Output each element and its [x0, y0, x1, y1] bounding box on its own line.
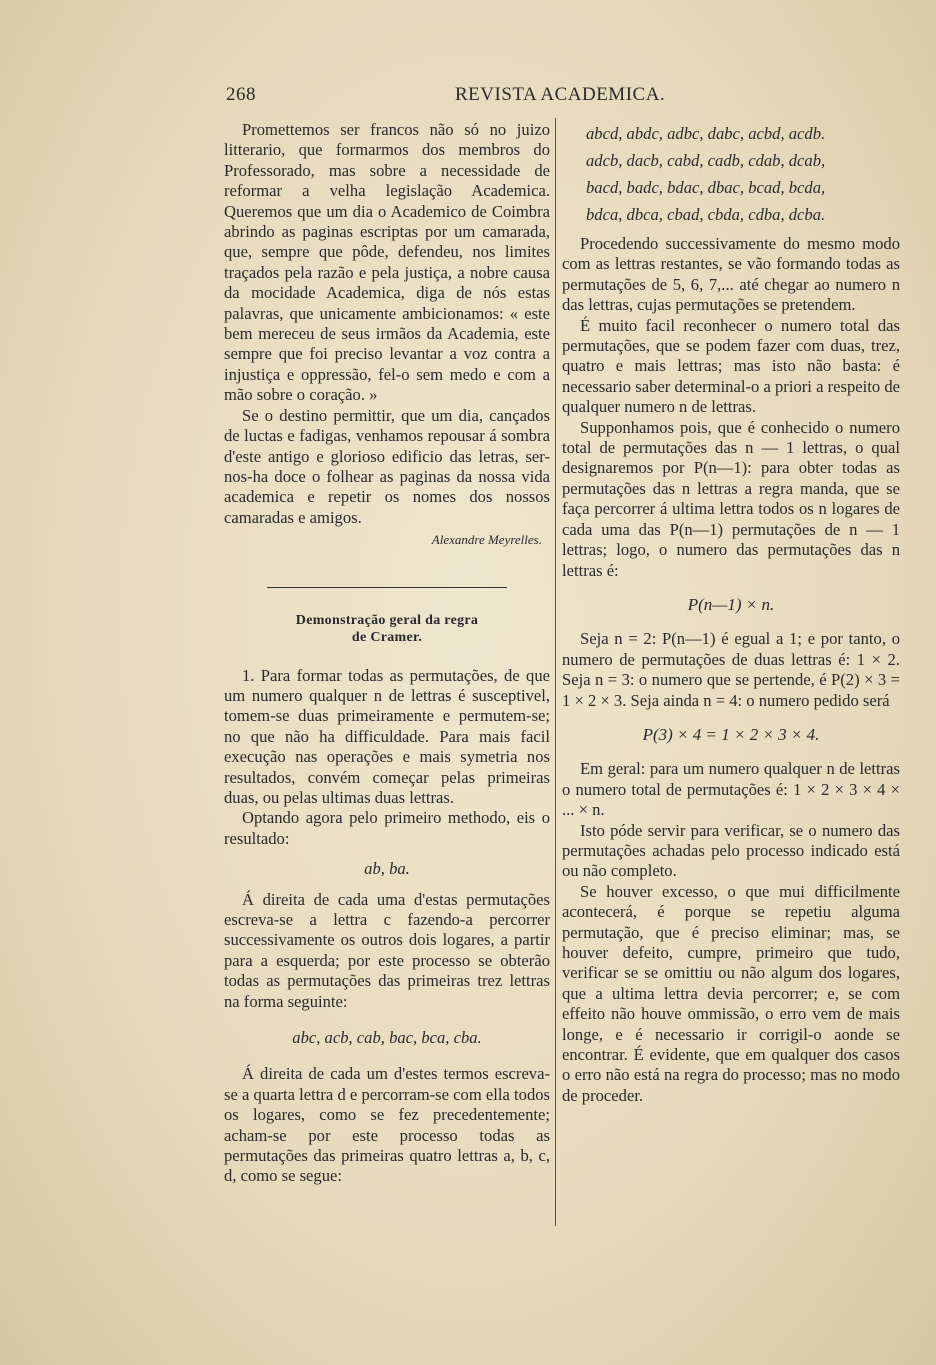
paragraph: Promettemos ser francos não só no juizo litterario, que formarmos dos membros do Professorado, mas sobre a necessidade de reformar a velha legislação Academica. Queremos que um dia o Academico de Coimbra abrindo as paginas escriptas por um camarada, que, sempre que pôde, defendeu, nos limites traçados pela razão e pela justiça, a nobre causa da mocidade Academica, diga de nós estas palavras, que unicamente ambicionamos: « este bem mereceu de seus irmãos da Academia, este sempre que foi preciso levantar a voz contra a injustiça e oppressão, fel-o sem medo e com a mão sobre o coração. » [224, 120, 550, 405]
permutation-line: abc, acb, cab, bac, bca, cba. [292, 1028, 482, 1048]
paragraph: Optando agora pelo primeiro methodo, eis o resultado: [224, 808, 550, 848]
running-header [226, 84, 906, 110]
left-column [224, 120, 550, 1187]
paragraph: Procedendo successivamente do mesmo modo com as lettras restantes, se vão formando todas as permutações de 5, 6, 7,... até chegar ao numero n das lettras, cujas permutações se pretendem. [562, 234, 900, 315]
section-divider [267, 587, 507, 588]
column-divider [555, 118, 556, 1226]
permutation-table [562, 120, 900, 228]
permutation-line: abcd, abdc, adbc, dabc, acbd, acdb. [586, 124, 826, 143]
signature: Alexandre Meyrelles. [431, 532, 542, 548]
formula: P(n—1) × n. [687, 594, 775, 614]
right-column [562, 120, 900, 1106]
paragraph: Se o destino permittir, que um dia, cançados de luctas e fadigas, venhamos repousar á sombra d'este antigo e glorioso edificio das letras, ser-nos-ha doce o folhear as paginas da nossa vida academica e repetir os nomes dos nossos camaradas e amigos. [224, 405, 550, 527]
section-title-line: Demonstração geral da regra [295, 612, 479, 628]
permutation-line: adcb, dacb, cabd, cadb, cdab, dcab, [586, 151, 826, 170]
permutation-line: bacd, badc, bdac, dbac, bcad, bcda, [586, 178, 826, 197]
journal-title: REVISTA ACADEMICA. [455, 84, 666, 105]
paragraph: Seja n = 2: P(n—1) é egual a 1; e por tanto, o numero de permutações de duas lettras é: 1 × 2. Seja n = 3: o numero que se pertende, é P(2) × 3 = 1 × 2 × 3. Seja ainda n = 4: o numero pedido será [562, 629, 900, 710]
paragraph: Supponhamos pois, que é conhecido o numero total de permutações das n — 1 lettras, o qual designaremos por P(n—1): para obter todas as permutações das n lettras a regra manda, que se faça percorrer á ultima lettra todos os n logares de cada uma das P(n—1) permutações de n — 1 lettras; logo, o numero das permutações das n lettras é: [562, 417, 900, 580]
paragraph: É muito facil reconhecer o numero total das permutações, que se podem fazer com duas, trez, quatro e mais lettras; mas isto não basta: é necessario saber determinal-o a priori a respeito de qualquer numero n de lettras. [562, 315, 900, 417]
paragraph: Isto póde servir para verificar, se o numero das permutações achadas pelo processo indicado está ou não completo. [562, 820, 900, 881]
paragraph: Em geral: para um numero qualquer n de lettras o numero total de permutações é: 1 × 2 × 3 × 4 × ... × n. [562, 759, 900, 820]
permutation-line: ab, ba. [364, 859, 410, 879]
paragraph: Á direita de cada uma d'estas permutações escreva-se a lettra c fazendo-a percorrer successivamente os outros dois logares, a partir para a esquerda; por este processo se obterão todas as permutações das primeiras trez lettras na forma seguinte: [224, 889, 550, 1011]
paragraph: Se houver excesso, o que mui difficilmente acontecerá, é porque se repetiu alguma permutação, que é preciso eliminar; mas, se houver defeito, cumpre, primeiro que tudo, verificar se se omittiu ou não algum dos logares, que a ultima lettra devia percorrer; e, se com effeito não houve ommissão, o erro vem de mais longe, e é necessario ir corrigil-o aonde se encontrar. É evidente, que em qualquer dos casos o erro não está na regra do processo; mas no modo de proceder. [562, 881, 900, 1105]
paragraph: 1. Para formar todas as permutações, de que um numero qualquer n de lettras é susceptivel, tomem-se duas primeiramente e permutem-se; no que não ha difficuldade. Para mais facil execução nas operações e mais symetria nos resultados, convém começar pelas primeiras duas, ou pelas ultimas duas lettras. [224, 665, 550, 807]
paragraph: Á direita de cada um d'estes termos escreva-se a quarta lettra d e percorram-se com ella todos os logares, como se fez precedentemente; acham-se por este processo todas as permutações das primeiras quatro lettras a, b, c, d, como se segue: [224, 1064, 550, 1186]
page-number: 268 [226, 84, 256, 105]
permutation-line: bdca, dbca, cbad, cbda, cdba, dcba. [586, 205, 826, 224]
section-title-line: de Cramer. [351, 629, 423, 645]
section-title [224, 612, 550, 646]
formula: P(3) × 4 = 1 × 2 × 3 × 4. [642, 724, 820, 744]
